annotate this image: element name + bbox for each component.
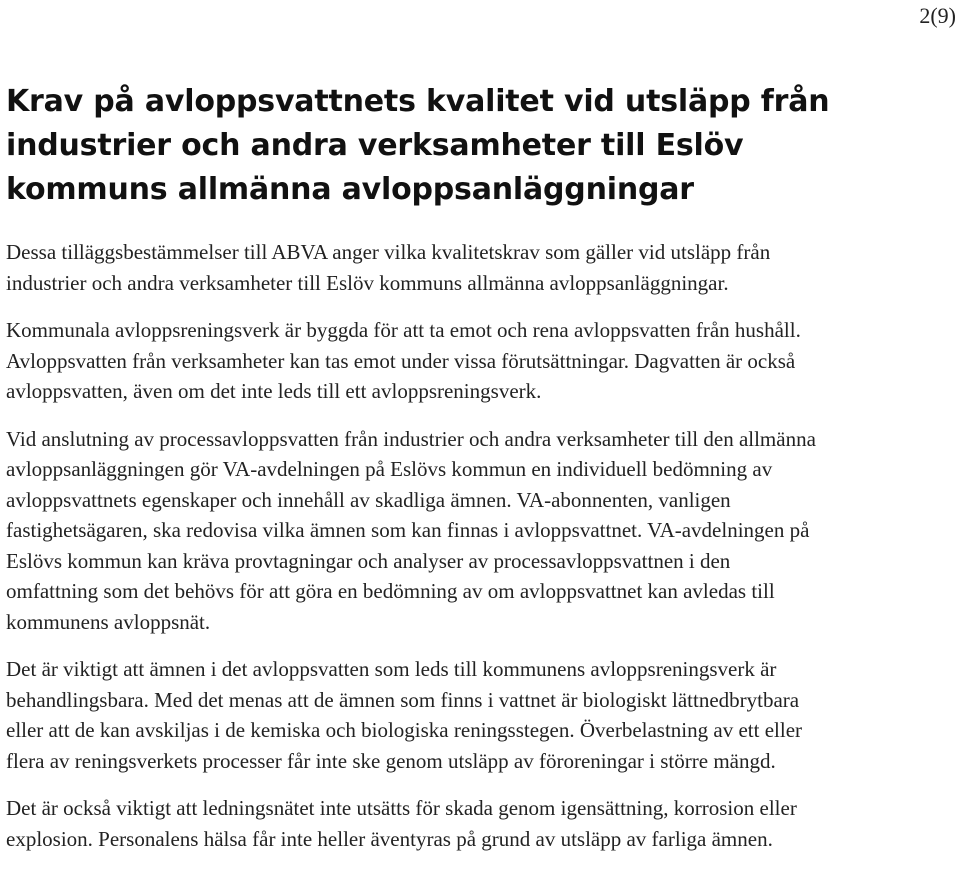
text-line: kommunens avloppsnät. xyxy=(6,609,211,634)
page-number: 2(9) xyxy=(919,3,956,28)
text-line: avloppsvatten, även om det inte leds till ett avloppsreningsverk. xyxy=(6,379,542,403)
text-line: eller att de kan avskiljas i de kemiska och biologiska reningsstegen. Överbelastning av ett eller xyxy=(6,718,803,742)
text-line: Eslövs kommun kan kräva provtagningar och analyser av processavloppsvattnen i den xyxy=(6,548,731,573)
paragraph-treatability xyxy=(6,654,954,776)
title-line: kommuns allmänna avloppsanläggningar xyxy=(6,172,694,207)
text-line: Det är viktigt att ämnen i det avloppsvatten som leds till kommunens avloppsreningsverk är xyxy=(6,657,777,681)
text-line: Avloppsvatten från verksamheter kan tas emot under vissa förutsättningar. Dagvatten är också xyxy=(6,348,796,373)
text-line: avloppsanläggningen gör VA-avdelningen på Eslövs kommun en individuell bedömning av xyxy=(6,457,773,481)
text-line: Dessa tilläggsbestämmelser till ABVA anger vilka kvalitetskrav som gäller vid utsläpp från xyxy=(6,240,771,264)
paragraph-pipe-network xyxy=(6,793,954,854)
paragraph-treatment-plants xyxy=(6,315,954,407)
text-line: avloppsvattnets egenskaper och innehåll av skadliga ämnen. VA-abonnenten, vanligen xyxy=(6,487,731,512)
paragraph-connection-assessment xyxy=(6,424,954,638)
title-line: Krav på avloppsvattnets kvalitet vid utsläpp från xyxy=(6,84,830,119)
text-line: industrier och andra verksamheter till Eslöv kommuns allmänna avloppsanläggningar. xyxy=(6,270,729,295)
document-body xyxy=(6,237,954,871)
text-line: Det är också viktigt att ledningsnätet inte utsätts för skada genom igensättning, korrosion eller xyxy=(6,796,797,820)
document-title xyxy=(6,80,951,212)
text-line: behandlingsbara. Med det menas att de ämnen som finns i vattnet är biologiskt lättnedbrytbara xyxy=(6,687,800,712)
text-line: Kommunala avloppsreningsverk är byggda för att ta emot och rena avloppsvatten från hushåll. xyxy=(6,318,801,342)
paragraph-intro xyxy=(6,237,954,298)
text-line: fastighetsägaren, ska redovisa vilka ämnen som kan finnas i avloppsvattnet. VA-avdelningen på xyxy=(6,518,810,542)
text-line: flera av reningsverkets processer får inte ske genom utsläpp av föroreningar i större mängd. xyxy=(6,748,776,773)
title-line: industrier och andra verksamheter till Eslöv xyxy=(6,128,744,163)
text-line: omfattning som det behövs för att göra en bedömning av om avloppsvattnet kan avledas till xyxy=(6,579,775,603)
text-line: Vid anslutning av processavloppsvatten från industrier och andra verksamheter till den allmänna xyxy=(6,426,816,451)
text-line: explosion. Personalens hälsa får inte heller äventyras på grund av utsläpp av farliga ämnen. xyxy=(6,826,773,851)
